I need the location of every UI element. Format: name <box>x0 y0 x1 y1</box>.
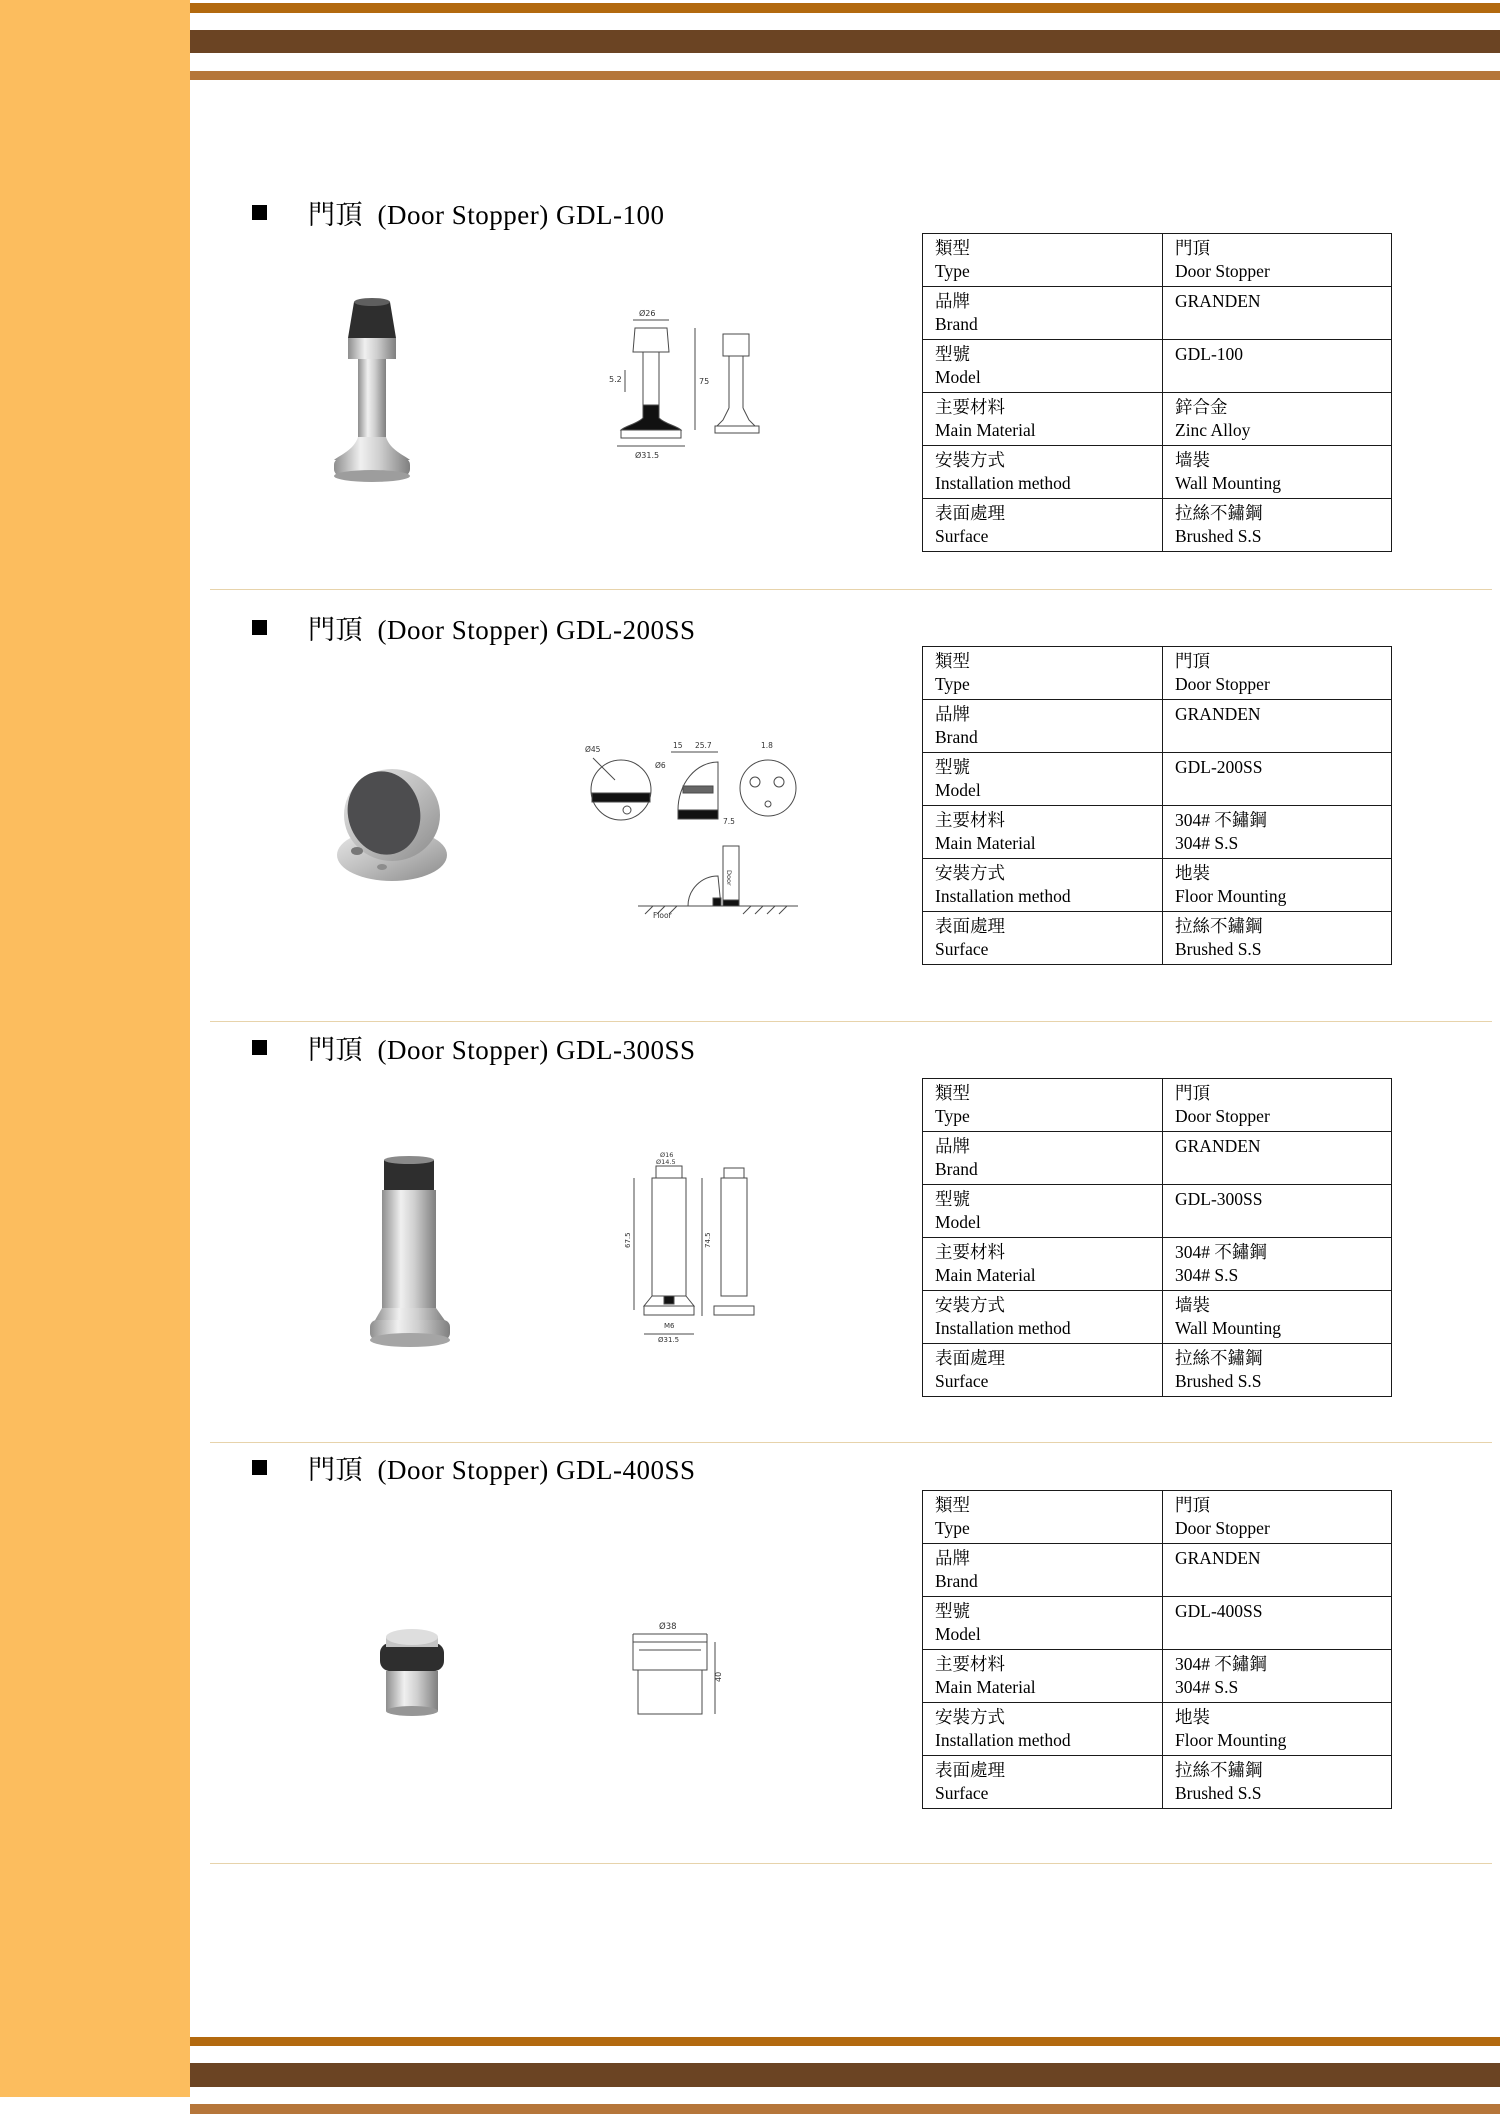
spec-label-en: Brand <box>935 314 978 334</box>
spec-value-en: Wall Mounting <box>1175 1318 1282 1338</box>
spec-value-en: Floor Mounting <box>1175 886 1287 906</box>
spec-label-zh: 表面處理 <box>935 1760 1005 1780</box>
spec-label-zh: 安裝方式 <box>935 1707 1005 1727</box>
left-color-band <box>0 0 190 2097</box>
spec-value-en <box>1175 313 1381 336</box>
table-row <box>923 911 1391 964</box>
table-row <box>923 1649 1391 1702</box>
spec-label-zh: 主要材料 <box>935 1654 1005 1674</box>
section-divider <box>210 1863 1492 1864</box>
rubber-cap <box>384 1160 434 1190</box>
spec-label-en: Type <box>935 261 970 281</box>
spec-label-zh: 類型 <box>935 1495 970 1515</box>
rubber-ring <box>380 1643 444 1671</box>
spec-label-en: Type <box>935 1518 970 1538</box>
spec-label-zh: 安裝方式 <box>935 1295 1005 1315</box>
table-row <box>923 699 1391 752</box>
table-row <box>923 1290 1391 1343</box>
dim-label: Ø38 <box>659 1622 677 1632</box>
spec-label-en: Surface <box>935 526 989 546</box>
spec-value-en: Door Stopper <box>1175 261 1270 281</box>
spec-value-zh: GRANDEN <box>1175 1548 1261 1568</box>
spec-value-en <box>1175 366 1381 389</box>
spec-value-en <box>1175 1158 1381 1181</box>
dim-label: Ø16 <box>660 1151 674 1159</box>
table-row <box>923 234 1391 286</box>
spec-label-zh: 類型 <box>935 1083 970 1103</box>
table-row <box>923 858 1391 911</box>
section-divider <box>210 1021 1492 1022</box>
spec-value-en: Door Stopper <box>1175 674 1270 694</box>
spec-label-zh: 表面處理 <box>935 916 1005 936</box>
spec-value-zh: 拉絲不鏽鋼 <box>1175 1760 1263 1780</box>
top-stripe-dark-brown <box>190 30 1500 53</box>
dim-label: M6 <box>664 1322 675 1330</box>
technical-drawing-gdl-400ss <box>615 1612 725 1722</box>
spec-value-en: 304# S.S <box>1175 1677 1239 1697</box>
rubber-cap <box>348 302 396 338</box>
spec-label-en: Installation method <box>935 1318 1071 1338</box>
top-stripe-orange <box>190 3 1500 13</box>
dim-label: 67.5 <box>624 1232 632 1248</box>
spec-label-zh: 安裝方式 <box>935 863 1005 883</box>
dim-label: 75 <box>699 377 710 386</box>
spec-table-gdl-400ss <box>922 1490 1392 1809</box>
section-title: 門頂 (Door Stopper) GDL-200SS <box>308 615 696 645</box>
technical-drawing-gdl-100 <box>595 300 765 470</box>
spec-label-zh: 表面處理 <box>935 503 1005 523</box>
section-bullet <box>252 205 267 220</box>
spec-value-en: Brushed S.S <box>1175 1783 1262 1803</box>
spec-value-zh: GRANDEN <box>1175 291 1261 311</box>
spec-label-en: Surface <box>935 1371 989 1391</box>
spec-label-en: Model <box>935 1624 981 1644</box>
spec-label-zh: 品牌 <box>935 704 970 724</box>
spec-value-zh: 拉絲不鏽鋼 <box>1175 1348 1263 1368</box>
spec-label-en: Main Material <box>935 1677 1036 1697</box>
product-photo-gdl-400ss <box>372 1625 452 1717</box>
spec-label-zh: 主要材料 <box>935 1242 1005 1262</box>
spec-value-zh: 墙裝 <box>1175 450 1210 470</box>
table-row <box>923 445 1391 498</box>
section-bullet <box>252 1460 267 1475</box>
spec-value-en: Wall Mounting <box>1175 473 1282 493</box>
spec-label-en: Model <box>935 1212 981 1232</box>
spec-value-zh: GDL-300SS <box>1175 1189 1263 1209</box>
spec-label-zh: 型號 <box>935 1189 970 1209</box>
spec-value-zh: 304# 不鏽鋼 <box>1175 1242 1267 1262</box>
dim-label: 15 <box>673 741 683 750</box>
spec-label-en: Brand <box>935 1159 978 1179</box>
spec-value-en: 304# S.S <box>1175 833 1239 853</box>
table-row <box>923 1343 1391 1396</box>
spec-label-en: Brand <box>935 727 978 747</box>
spec-value-en: Door Stopper <box>1175 1518 1270 1538</box>
spec-table-gdl-200ss <box>922 646 1392 965</box>
spec-label-zh: 類型 <box>935 651 970 671</box>
table-row <box>923 1237 1391 1290</box>
spec-label-en: Model <box>935 780 981 800</box>
spec-value-en: Floor Mounting <box>1175 1730 1287 1750</box>
spec-label-en: Type <box>935 674 970 694</box>
spec-value-en <box>1175 779 1381 802</box>
technical-drawing-gdl-200ss <box>583 738 808 934</box>
table-row <box>923 805 1391 858</box>
spec-label-zh: 型號 <box>935 757 970 777</box>
dim-label: 1.8 <box>761 741 773 750</box>
table-row <box>923 1596 1391 1649</box>
section-title: 門頂 (Door Stopper) GDL-400SS <box>308 1455 696 1485</box>
spec-label-zh: 主要材料 <box>935 397 1005 417</box>
spec-value-en <box>1175 726 1381 749</box>
spec-value-en: 304# S.S <box>1175 1265 1239 1285</box>
section-bullet <box>252 620 267 635</box>
spec-value-en: Zinc Alloy <box>1175 420 1251 440</box>
spec-value-en: Brushed S.S <box>1175 526 1262 546</box>
spec-label-zh: 品牌 <box>935 291 970 311</box>
spec-value-en <box>1175 1211 1381 1234</box>
table-row <box>923 1131 1391 1184</box>
dim-label: 40 <box>714 1671 723 1682</box>
product-photo-gdl-100 <box>326 292 418 492</box>
table-row <box>923 1543 1391 1596</box>
top-stripe-medium-brown <box>190 71 1500 80</box>
spec-value-zh: GDL-400SS <box>1175 1601 1263 1621</box>
spec-label-en: Type <box>935 1106 970 1126</box>
table-row <box>923 1755 1391 1808</box>
table-row <box>923 392 1391 445</box>
spec-label-en: Main Material <box>935 833 1036 853</box>
spec-label-en: Main Material <box>935 420 1036 440</box>
spec-label-zh: 型號 <box>935 1601 970 1621</box>
table-row <box>923 647 1391 699</box>
dim-label: Ø14.5 <box>656 1158 676 1166</box>
spec-label-zh: 類型 <box>935 238 970 258</box>
dim-label: Ø45 <box>585 745 601 754</box>
section-bullet <box>252 1040 267 1055</box>
spec-value-zh: GDL-100 <box>1175 344 1244 364</box>
dim-label: Ø31.5 <box>658 1336 680 1343</box>
spec-value-zh: 地裝 <box>1175 863 1210 883</box>
spec-value-zh: 304# 不鏽鋼 <box>1175 810 1267 830</box>
spec-value-zh: 地裝 <box>1175 1707 1210 1727</box>
section-divider <box>210 1442 1492 1443</box>
product-photo-gdl-200ss <box>335 753 449 885</box>
section-divider <box>210 589 1492 590</box>
spec-label-en: Installation method <box>935 886 1071 906</box>
table-row <box>923 1184 1391 1237</box>
table-row <box>923 498 1391 551</box>
bottom-stripe-orange <box>190 2037 1500 2046</box>
product-photo-gdl-300ss <box>368 1152 452 1352</box>
spec-label-zh: 主要材料 <box>935 810 1005 830</box>
dim-label: 74.5 <box>704 1232 712 1248</box>
dim-label: 7.5 <box>723 817 735 826</box>
spec-value-zh: 拉絲不鏽鋼 <box>1175 916 1263 936</box>
spec-value-zh: 門頂 <box>1175 1495 1210 1515</box>
dim-label: Ø31.5 <box>635 451 660 460</box>
dim-label: Ø6 <box>655 761 666 770</box>
bottom-stripe-dark-brown <box>190 2063 1500 2087</box>
spec-label-en: Surface <box>935 939 989 959</box>
spec-label-zh: 品牌 <box>935 1136 970 1156</box>
spec-value-zh: 拉絲不鏽鋼 <box>1175 503 1263 523</box>
section-title: 門頂 (Door Stopper) GDL-100 <box>308 200 665 230</box>
table-row <box>923 339 1391 392</box>
spec-label-en: Installation method <box>935 473 1071 493</box>
spec-label-en: Main Material <box>935 1265 1036 1285</box>
table-row <box>923 286 1391 339</box>
spec-value-zh: GDL-200SS <box>1175 757 1263 777</box>
spec-value-zh: 鋅合金 <box>1175 397 1228 417</box>
spec-value-en <box>1175 1570 1381 1593</box>
spec-value-en: Door Stopper <box>1175 1106 1270 1126</box>
spec-value-zh: 門頂 <box>1175 238 1210 258</box>
spec-value-zh: 304# 不鏽鋼 <box>1175 1654 1267 1674</box>
section-title: 門頂 (Door Stopper) GDL-300SS <box>308 1035 696 1065</box>
door-label: Door <box>725 870 733 886</box>
spec-label-zh: 型號 <box>935 344 970 364</box>
spec-value-zh: 墙裝 <box>1175 1295 1210 1315</box>
spec-label-zh: 品牌 <box>935 1548 970 1568</box>
spec-table-gdl-300ss <box>922 1078 1392 1397</box>
spec-value-zh: 門頂 <box>1175 1083 1210 1103</box>
spec-label-en: Installation method <box>935 1730 1071 1750</box>
table-row <box>923 1702 1391 1755</box>
spec-table-gdl-100 <box>922 233 1392 552</box>
spec-label-zh: 安裝方式 <box>935 450 1005 470</box>
spec-label-en: Brand <box>935 1571 978 1591</box>
spec-label-en: Model <box>935 367 981 387</box>
spec-value-zh: 門頂 <box>1175 651 1210 671</box>
spec-label-zh: 表面處理 <box>935 1348 1005 1368</box>
spec-value-en <box>1175 1623 1381 1646</box>
dim-label: 25.7 <box>695 741 712 750</box>
spec-value-en: Brushed S.S <box>1175 939 1262 959</box>
dim-label: Ø26 <box>639 309 656 318</box>
table-row <box>923 1491 1391 1543</box>
bottom-stripe-medium-brown <box>190 2104 1500 2114</box>
spec-label-en: Surface <box>935 1783 989 1803</box>
spec-value-en: Brushed S.S <box>1175 1371 1262 1391</box>
technical-drawing-gdl-300ss <box>618 1148 758 1343</box>
spec-value-zh: GRANDEN <box>1175 1136 1261 1156</box>
spec-value-zh: GRANDEN <box>1175 704 1261 724</box>
floor-label: Floor <box>653 911 672 920</box>
dim-label: 5.2 <box>609 375 622 384</box>
table-row <box>923 752 1391 805</box>
table-row <box>923 1079 1391 1131</box>
